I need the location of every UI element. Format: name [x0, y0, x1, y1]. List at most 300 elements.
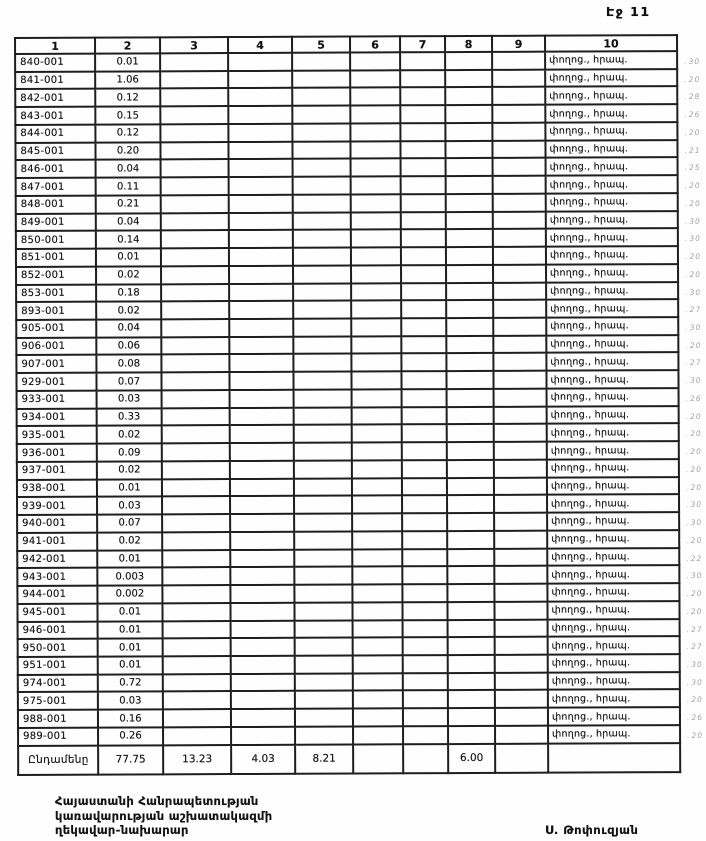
- empty-cell: [350, 123, 400, 141]
- note-cell: փողոց., հրապ.: [547, 548, 679, 566]
- empty-cell: [230, 549, 294, 567]
- empty-cell: [403, 673, 448, 691]
- empty-cell: [161, 230, 229, 248]
- empty-cell: [352, 460, 402, 478]
- empty-cell: [294, 549, 352, 567]
- note-cell: փողոց., հրապ.: [545, 122, 677, 140]
- empty-cell: [400, 88, 445, 106]
- empty-cell: [295, 655, 353, 673]
- empty-cell: [293, 248, 351, 266]
- area-value-cell: 0.02: [96, 266, 161, 284]
- area-value-cell: 0.11: [96, 178, 161, 196]
- empty-cell: [448, 637, 495, 655]
- empty-cell: [230, 478, 294, 496]
- empty-cell: [403, 691, 448, 709]
- empty-cell: [493, 318, 546, 336]
- plot-code-cell: 849-001: [16, 213, 96, 231]
- empty-cell: [294, 460, 352, 478]
- empty-cell: [351, 283, 401, 301]
- empty-cell: [160, 89, 228, 107]
- plot-code-cell: 939-001: [17, 497, 97, 515]
- column-header: 8: [445, 36, 492, 52]
- empty-cell: [230, 603, 294, 621]
- empty-cell: [292, 141, 350, 159]
- note-cell: փողոց., հրապ.: [547, 388, 679, 406]
- empty-cell: [446, 300, 493, 318]
- empty-cell: [228, 106, 292, 124]
- note-cell: փողոց., հրապ.: [546, 299, 678, 317]
- empty-cell: [495, 672, 548, 690]
- empty-cell: [352, 407, 402, 425]
- margin-mark: . 20: [686, 691, 706, 709]
- area-value-cell: 0.03: [97, 497, 162, 515]
- note-cell: փողոց., հրապ.: [547, 424, 679, 442]
- empty-cell: [293, 372, 351, 390]
- empty-cell: [493, 264, 546, 282]
- empty-cell: [445, 141, 492, 159]
- empty-cell: [448, 726, 495, 744]
- empty-cell: [493, 282, 546, 300]
- margin-mark: . 27: [685, 638, 706, 656]
- empty-cell: [229, 177, 293, 195]
- empty-cell: [350, 70, 400, 88]
- plot-code-cell: 906-001: [16, 337, 96, 355]
- empty-cell: [351, 336, 401, 354]
- total-value-cell: 6.00: [448, 744, 495, 773]
- note-cell: փողոց., հրապ.: [546, 211, 678, 229]
- plot-code-cell: 944-001: [17, 586, 97, 604]
- empty-cell: [494, 460, 547, 478]
- empty-cell: [163, 656, 231, 674]
- plot-code-cell: 840-001: [15, 54, 95, 72]
- empty-cell: [400, 141, 445, 159]
- empty-cell: [446, 194, 493, 212]
- plot-code-cell: 850-001: [16, 231, 96, 249]
- empty-cell: [447, 478, 494, 496]
- note-cell: փողոց., հրապ.: [546, 317, 678, 335]
- area-value-cell: 0.09: [97, 444, 162, 462]
- plot-code-cell: 974-001: [18, 674, 98, 692]
- empty-cell: [402, 602, 447, 620]
- empty-cell: [350, 52, 400, 70]
- empty-cell: [352, 584, 402, 602]
- area-value-cell: 0.01: [97, 603, 162, 621]
- margin-mark: . 22: [685, 549, 706, 567]
- empty-cell: [295, 620, 353, 638]
- empty-cell: [402, 442, 447, 460]
- note-cell: փողոց., հրապ.: [546, 370, 678, 388]
- empty-cell: [295, 638, 353, 656]
- empty-cell: [353, 744, 403, 773]
- plot-code-cell: 989-001: [18, 728, 98, 746]
- empty-cell: [494, 548, 547, 566]
- empty-cell: [351, 230, 401, 248]
- empty-cell: [446, 371, 493, 389]
- note-cell: փողոց., հրապ.: [545, 140, 677, 158]
- plot-code-cell: 933-001: [17, 391, 97, 409]
- empty-cell: [493, 335, 546, 353]
- margin-mark: . 20: [685, 425, 706, 443]
- empty-cell: [292, 106, 350, 124]
- empty-cell: [401, 247, 446, 265]
- empty-cell: [352, 567, 402, 585]
- empty-cell: [493, 194, 546, 212]
- plot-code-cell: 843-001: [15, 107, 95, 125]
- empty-cell: [446, 176, 493, 194]
- area-value-cell: 0.01: [98, 621, 163, 639]
- empty-cell: [447, 513, 494, 531]
- empty-cell: [229, 319, 293, 337]
- empty-cell: [448, 619, 495, 637]
- plot-code-cell: 852-001: [16, 266, 96, 284]
- empty-cell: [161, 337, 229, 355]
- empty-cell: [293, 194, 351, 212]
- empty-cell: [350, 88, 400, 106]
- empty-cell: [351, 194, 401, 212]
- plot-code-cell: 905-001: [16, 320, 96, 338]
- margin-mark: . 20: [685, 479, 706, 497]
- area-value-cell: 0.20: [95, 142, 160, 160]
- empty-cell: [445, 123, 492, 141]
- column-header: 3: [160, 37, 228, 53]
- empty-cell: [353, 691, 403, 709]
- empty-cell: [160, 53, 228, 71]
- margin-mark: . 20: [685, 443, 706, 461]
- empty-cell: [230, 443, 294, 461]
- footer: [55, 794, 695, 841]
- margin-mark: . 30: [685, 496, 706, 514]
- empty-cell: [293, 283, 351, 301]
- margin-mark: . 28: [683, 88, 706, 106]
- empty-cell: [448, 690, 495, 708]
- column-header: 2: [95, 37, 160, 53]
- empty-cell: [295, 673, 353, 691]
- plot-code-cell: 935-001: [17, 426, 97, 444]
- empty-cell: [352, 602, 402, 620]
- margin-mark: . 30: [686, 674, 706, 692]
- empty-cell: [352, 496, 402, 514]
- empty-cell: [495, 619, 548, 637]
- empty-cell: [494, 406, 547, 424]
- empty-cell: [400, 52, 445, 70]
- margin-mark: . 20: [684, 195, 706, 213]
- note-cell: փողոց., հրապ.: [547, 459, 679, 477]
- empty-cell: [229, 301, 293, 319]
- margin-mark: . 30: [685, 514, 706, 532]
- empty-cell: [231, 620, 295, 638]
- area-value-cell: 0.01: [98, 639, 163, 657]
- empty-cell: [400, 70, 445, 88]
- empty-cell: [494, 531, 547, 549]
- plot-code-cell: 975-001: [18, 692, 98, 710]
- plot-code-cell: 847-001: [16, 178, 96, 196]
- empty-cell: [403, 620, 448, 638]
- note-cell: փողոց., հրապ.: [547, 512, 679, 530]
- area-value-cell: 0.04: [96, 319, 161, 337]
- note-cell: փողոց., հրապ.: [546, 264, 678, 282]
- plot-code-cell: 846-001: [16, 160, 96, 178]
- empty-cell: [352, 549, 402, 567]
- empty-cell: [548, 743, 680, 773]
- area-value-cell: 0.12: [95, 124, 160, 142]
- margin-mark: . 30: [684, 283, 706, 301]
- column-header: 4: [228, 37, 292, 53]
- empty-cell: [229, 195, 293, 213]
- empty-cell: [401, 371, 446, 389]
- empty-cell: [293, 212, 351, 230]
- empty-cell: [446, 282, 493, 300]
- plot-code-cell: 938-001: [17, 479, 97, 497]
- empty-cell: [231, 709, 295, 727]
- plot-code-cell: 937-001: [17, 462, 97, 480]
- empty-cell: [402, 531, 447, 549]
- empty-cell: [162, 532, 230, 550]
- area-value-cell: 0.06: [96, 337, 161, 355]
- empty-cell: [446, 212, 493, 230]
- empty-cell: [229, 230, 293, 248]
- note-cell: փողոց., հրապ.: [548, 619, 680, 637]
- total-value-cell: 4.03: [231, 744, 295, 773]
- empty-cell: [162, 496, 230, 514]
- empty-cell: [351, 265, 401, 283]
- margin-mark: . 20: [684, 337, 706, 355]
- note-cell: փողոց., հրապ.: [548, 707, 680, 725]
- area-value-cell: 0.33: [97, 408, 162, 426]
- empty-cell: [231, 638, 295, 656]
- empty-cell: [402, 549, 447, 567]
- empty-cell: [494, 566, 547, 584]
- empty-cell: [401, 212, 446, 230]
- note-cell: փողոց., հրապ.: [547, 601, 679, 619]
- plot-code-cell: 893-001: [16, 302, 96, 320]
- empty-cell: [401, 229, 446, 247]
- empty-cell: [445, 52, 492, 70]
- empty-cell: [447, 495, 494, 513]
- margin-mark: . 26: [683, 106, 706, 124]
- empty-cell: [401, 159, 446, 177]
- note-cell: փողոց., հրապ.: [547, 494, 679, 512]
- note-cell: փողոց., հրապ.: [548, 690, 680, 708]
- empty-cell: [493, 247, 546, 265]
- note-cell: փողոց., հրապ.: [546, 158, 678, 176]
- empty-cell: [230, 425, 294, 443]
- empty-cell: [353, 673, 403, 691]
- empty-cell: [293, 177, 351, 195]
- note-cell: փողոց., հրապ.: [546, 353, 678, 371]
- margin-mark: . 20: [683, 124, 706, 142]
- empty-cell: [293, 265, 351, 283]
- area-value-cell: 0.01: [96, 248, 161, 266]
- empty-cell: [162, 479, 230, 497]
- margin-mark: . 30: [684, 372, 706, 390]
- empty-cell: [228, 71, 292, 89]
- empty-cell: [163, 727, 231, 745]
- empty-cell: [229, 266, 293, 284]
- empty-cell: [447, 602, 494, 620]
- column-header: 6: [350, 36, 400, 52]
- empty-cell: [231, 691, 295, 709]
- empty-cell: [402, 478, 447, 496]
- margin-mark: . 25: [683, 159, 706, 177]
- empty-cell: [230, 390, 294, 408]
- area-value-cell: 0.01: [98, 656, 163, 674]
- table-body: [15, 51, 680, 746]
- margin-mark: . 21: [683, 142, 706, 160]
- empty-cell: [294, 602, 352, 620]
- empty-cell: [446, 318, 493, 336]
- empty-cell: [492, 69, 545, 87]
- empty-cell: [493, 176, 546, 194]
- plot-code-cell: 851-001: [16, 249, 96, 267]
- margin-mark: . 30: [684, 213, 706, 231]
- empty-cell: [294, 389, 352, 407]
- empty-cell: [162, 443, 230, 461]
- empty-cell: [351, 301, 401, 319]
- empty-cell: [494, 601, 547, 619]
- area-value-cell: 0.08: [96, 355, 161, 373]
- empty-cell: [402, 566, 447, 584]
- empty-cell: [294, 425, 352, 443]
- plot-code-cell: 848-001: [16, 196, 96, 214]
- empty-cell: [294, 585, 352, 603]
- area-value-cell: 0.21: [96, 195, 161, 213]
- empty-cell: [228, 141, 292, 159]
- plot-code-cell: 950-001: [18, 639, 98, 657]
- total-row: [18, 743, 680, 775]
- area-value-cell: 0.002: [97, 585, 162, 603]
- empty-cell: [402, 425, 447, 443]
- area-value-cell: 0.01: [97, 550, 162, 568]
- area-value-cell: 0.02: [97, 426, 162, 444]
- area-value-cell: 0.01: [95, 53, 160, 71]
- empty-cell: [161, 159, 229, 177]
- empty-cell: [162, 390, 230, 408]
- note-cell: փողոց., հրապ.: [548, 672, 680, 690]
- note-cell: փողոց., հրապ.: [545, 51, 677, 69]
- empty-cell: [495, 655, 548, 673]
- empty-cell: [351, 318, 401, 336]
- plot-code-cell: 945-001: [17, 603, 97, 621]
- margin-mark: . 27: [684, 354, 706, 372]
- empty-cell: [446, 353, 493, 371]
- column-header: 9: [492, 36, 545, 52]
- empty-cell: [294, 496, 352, 514]
- empty-cell: [229, 337, 293, 355]
- empty-cell: [446, 247, 493, 265]
- empty-cell: [162, 461, 230, 479]
- empty-cell: [351, 176, 401, 194]
- empty-cell: [230, 567, 294, 585]
- empty-cell: [294, 443, 352, 461]
- empty-cell: [352, 513, 402, 531]
- margin-mark: . 20: [684, 408, 706, 426]
- margin-mark: . 30: [684, 230, 706, 248]
- empty-cell: [230, 496, 294, 514]
- empty-cell: [402, 460, 447, 478]
- empty-cell: [228, 124, 292, 142]
- empty-cell: [402, 584, 447, 602]
- plot-code-cell: 940-001: [17, 515, 97, 533]
- column-header: 7: [400, 36, 445, 52]
- empty-cell: [446, 265, 493, 283]
- plot-code-cell: 943-001: [17, 568, 97, 586]
- empty-cell: [352, 478, 402, 496]
- empty-cell: [492, 140, 545, 158]
- plot-code-cell: 844-001: [15, 125, 95, 143]
- plot-code-cell: 946-001: [18, 621, 98, 639]
- empty-cell: [403, 655, 448, 673]
- area-value-cell: 0.02: [96, 302, 161, 320]
- signatory-title-line: ղեկավար-նախարար: [55, 823, 189, 838]
- margin-mark: . 20: [683, 71, 706, 89]
- empty-cell: [161, 301, 229, 319]
- empty-cell: [161, 372, 229, 390]
- empty-cell: [294, 567, 352, 585]
- empty-cell: [493, 158, 546, 176]
- empty-cell: [446, 158, 493, 176]
- empty-cell: [492, 52, 545, 70]
- empty-cell: [495, 637, 548, 655]
- column-header: 1: [15, 38, 95, 54]
- note-cell: փողոց., հրապ.: [548, 636, 680, 654]
- plot-code-cell: 853-001: [16, 284, 96, 302]
- empty-cell: [228, 53, 292, 71]
- margin-mark: . 20: [685, 461, 706, 479]
- note-cell: փողոց., հրապ.: [547, 406, 679, 424]
- area-value-cell: 0.16: [98, 710, 163, 728]
- empty-cell: [353, 638, 403, 656]
- empty-cell: [293, 319, 351, 337]
- empty-cell: [402, 513, 447, 531]
- empty-cell: [494, 442, 547, 460]
- empty-cell: [353, 655, 403, 673]
- note-cell: փողոց., հրապ.: [545, 104, 677, 122]
- note-cell: փողոց., հրապ.: [546, 282, 678, 300]
- empty-cell: [447, 460, 494, 478]
- empty-cell: [229, 248, 293, 266]
- empty-cell: [294, 407, 352, 425]
- empty-cell: [163, 691, 231, 709]
- empty-cell: [403, 744, 448, 773]
- area-value-cell: 0.04: [96, 213, 161, 231]
- plot-code-cell: 988-001: [18, 710, 98, 728]
- note-cell: փողոց., հրապ.: [546, 175, 678, 193]
- margin-mark: . 30: [684, 319, 706, 337]
- area-value-cell: 0.01: [97, 479, 162, 497]
- margin-mark: . 20: [685, 603, 706, 621]
- note-cell: փողոց., հրապ.: [546, 246, 678, 264]
- note-cell: փողոց., հրապ.: [547, 583, 679, 601]
- area-value-cell: 0.04: [96, 160, 161, 178]
- empty-cell: [351, 212, 401, 230]
- empty-cell: [445, 87, 492, 105]
- empty-cell: [229, 372, 293, 390]
- empty-cell: [447, 407, 494, 425]
- empty-cell: [403, 637, 448, 655]
- empty-cell: [492, 105, 545, 123]
- area-value-cell: 0.18: [96, 284, 161, 302]
- empty-cell: [229, 212, 293, 230]
- empty-cell: [231, 656, 295, 674]
- empty-cell: [161, 355, 229, 373]
- empty-cell: [493, 211, 546, 229]
- empty-cell: [445, 70, 492, 88]
- area-value-cell: 0.03: [98, 692, 163, 710]
- empty-cell: [494, 513, 547, 531]
- empty-cell: [447, 548, 494, 566]
- plot-code-cell: 941-001: [17, 532, 97, 550]
- empty-cell: [160, 124, 228, 142]
